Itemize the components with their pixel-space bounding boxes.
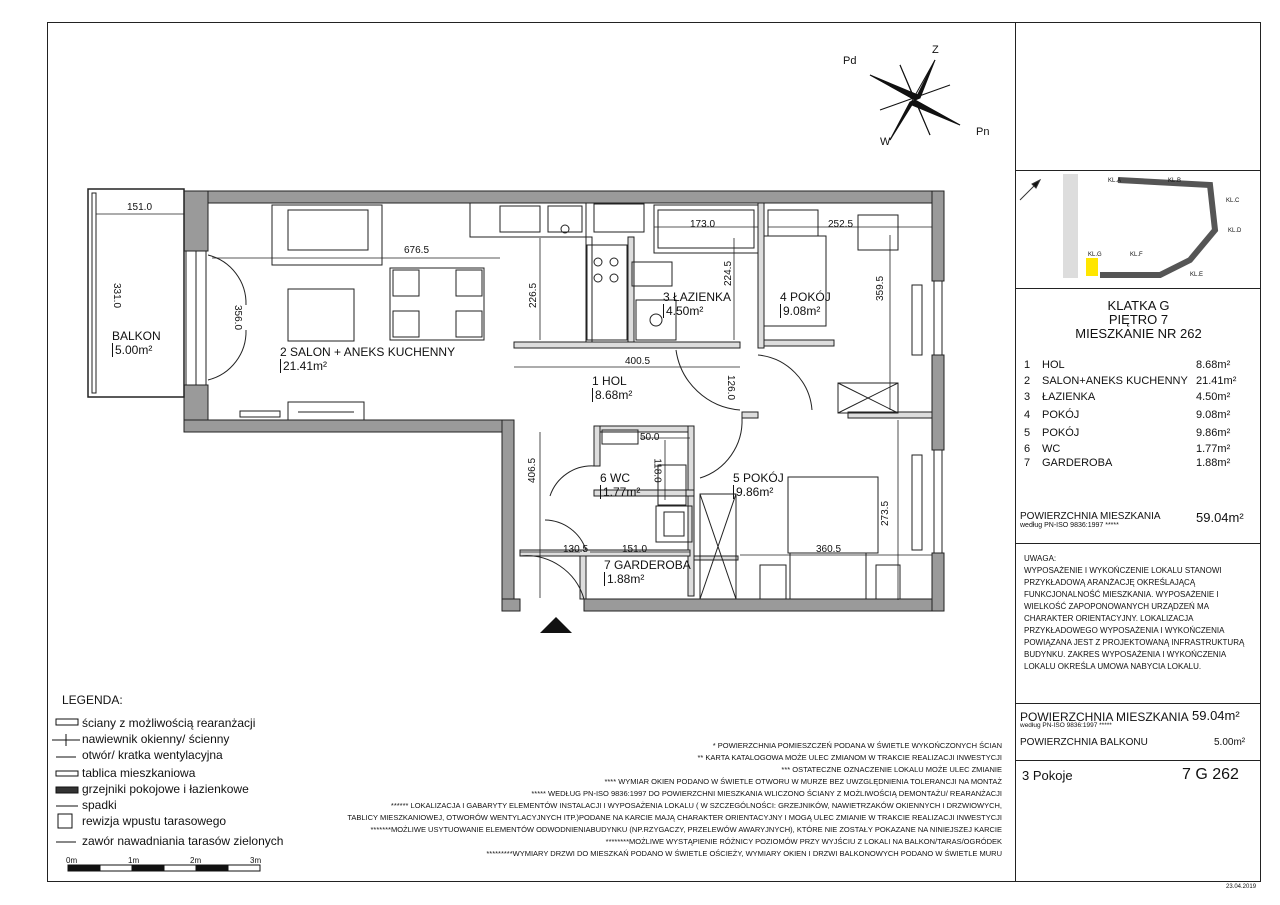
- footnote-6: ****** LOKALIZACJA I GABARYTY ELEMENTÓW INSTALACJI I WYPOSAŻENIA LOKALU ( W SZCZEGÓLNOŚCI: GRZEJNIKÓW, NAWIETRZAKÓW OKIENNYCH I DRZWIOWYCH,: [390, 801, 1002, 810]
- drawing-date: 23.04.2019: [1226, 884, 1257, 890]
- list-num: 4: [1024, 409, 1031, 421]
- dim-pokoj4-width: 252.5: [828, 219, 854, 230]
- summary-value: 59.04m²: [1192, 708, 1240, 723]
- scale-2: 2m: [190, 856, 202, 865]
- dim-balkon-length: 331.0: [111, 282, 123, 309]
- room-label-pokoj-5: 5 POKÓJ 9.86m²: [733, 471, 784, 499]
- dim-kitchen-depth: 226.5: [528, 282, 540, 309]
- legend-item-panel: tablica mieszkaniowa: [82, 766, 196, 780]
- room-label-balkon: BALKON 5.00m²: [112, 329, 161, 357]
- list-name: WC: [1042, 443, 1061, 455]
- legend-item-opening: otwór/ kratka wentylacyjna: [82, 748, 223, 762]
- room-label-garderoba: 7 GARDEROBA 1.88m²: [604, 558, 691, 586]
- sidebar-room-list: [1024, 359, 1254, 479]
- dim-hol-length: 400.5: [625, 356, 651, 367]
- list-area: 1.88m²: [1196, 457, 1231, 469]
- room-label-pokoj-4: 4 POKÓJ 9.08m²: [780, 290, 831, 318]
- legend-item-walls: ściany z możliwością rearanżacji: [82, 716, 256, 730]
- dim-wc-depth: 118.0: [651, 458, 663, 483]
- list-name: POKÓJ: [1042, 427, 1080, 439]
- legend-item-radiator: grzejniki pokojowe i łazienkowe: [82, 782, 249, 796]
- footnote-7: TABLICY MIESZKANIOWEJ, OTWORÓW WENTYLACYJNYCH ITP.)PODANE NA KARCIE MAJĄ CHARAKTER ORIENTACYJNY I MOGĄ ULEC ZMIANIE W TRAKCIE REALIZACJI INWESTYCJI: [347, 813, 1002, 822]
- legend-item-drain: rewizja wpustu tarasowego: [82, 814, 227, 828]
- sidebar-title-3: MIESZKANIE NR 262: [1075, 326, 1202, 341]
- dim-garderoba-a: 130.5: [563, 544, 589, 555]
- legend-item-slope: spadki: [82, 798, 117, 812]
- unit-code: 7 G 262: [1182, 766, 1239, 783]
- room-label-hol: 1 HOL 8.68m²: [592, 374, 633, 402]
- legend-icons: [52, 719, 80, 842]
- note-title: UWAGA:: [1024, 554, 1057, 563]
- dim-hol-depth: 406.5: [527, 457, 539, 484]
- list-area: 4.50m²: [1196, 391, 1231, 403]
- footnote-3: *** OSTATECZNE OZNACZENIE LOKALU MOŻE ULEC ZMIANIE: [781, 765, 1002, 774]
- keyplan-klb: KL.B: [1168, 178, 1182, 184]
- footnote-2: ** KARTA KATALOGOWA MOŻE ULEC ZMIANOM W TRAKCIE REALIZACJI INWESTYCJI: [697, 753, 1002, 762]
- list-area: 21.41m²: [1196, 375, 1237, 387]
- room-label-salon: 2 SALON + ANEKS KUCHENNY 21.41m²: [280, 345, 456, 373]
- summary-sub: według PN-ISO 9836:1997 *****: [1020, 722, 1112, 729]
- scale-bar: [68, 865, 260, 871]
- scale-1: 1m: [128, 856, 140, 865]
- legend-title: LEGENDA:: [62, 693, 123, 707]
- dim-garderoba-b: 151.0: [622, 544, 648, 555]
- list-area: 1.77m²: [1196, 443, 1231, 455]
- list-area: 9.08m²: [1196, 409, 1231, 421]
- list-num: 1: [1024, 359, 1031, 371]
- keyplan-kld: KL.D: [1228, 228, 1242, 234]
- compass-sw-label: W: [880, 136, 891, 148]
- room-label-lazienka: 3 ŁAZIENKA 4.50m²: [663, 290, 732, 318]
- dim-lazienka-depth: 224.5: [723, 260, 735, 287]
- scale-0: 0m: [66, 856, 78, 865]
- list-num: 7: [1024, 457, 1031, 469]
- dim-balkon-width: 151.0: [127, 202, 153, 213]
- sidebar-title-2: PIĘTRO 7: [1108, 312, 1169, 327]
- list-num: 5: [1024, 427, 1031, 439]
- list-area: 8.68m²: [1196, 359, 1231, 371]
- compass-se-label: Pn: [976, 126, 990, 138]
- list-name: HOL: [1042, 359, 1065, 371]
- list-num: 6: [1024, 443, 1031, 455]
- compass-rose: [870, 60, 960, 140]
- list-num: 3: [1024, 391, 1031, 403]
- room-label-wc: 6 WC 1.77m²: [600, 471, 641, 499]
- footnote-9: ********MOŻLIWE WYSTĄPIENIE RÓŻNICY POZIOMÓW PRZY WYJŚCIU Z LOKALI NA BALKON/TARAS/OGRÓDEK: [605, 837, 1002, 846]
- footnote-8: *******MOŻLIWE USYTUOWANIE ELEMENTÓW ODWODNIENIABUDYNKU (NP.RZYGACZY, PRZELEWÓW AWARYJNYCH), KTÓRE NIE ZOSTAŁY POKAZANE NA NINIEJSZEJ KARCIE: [370, 825, 1002, 834]
- total-value: 59.04m²: [1196, 510, 1244, 525]
- footnote-1: * POWIERZCHNIA POMIESZCZEŃ PODANA W ŚWIETLE WYKOŃCZONYCH ŚCIAN: [712, 741, 1002, 750]
- dim-salon-length: 676.5: [404, 245, 430, 256]
- keyplan-klf: KL.F: [1130, 252, 1143, 258]
- keyplan-kla: KL.A: [1108, 178, 1122, 184]
- sidebar-title-1: KLATKA G: [1107, 298, 1170, 313]
- footnote-10: *********WYMIARY DRZWI DO MIESZKAŃ PODANO W ŚWIETLE OŚCIEŻY, WYMIARY OKIEN I DRZWI BALKONOWYCH PODANO W ŚWIETLE MURU: [486, 849, 1002, 858]
- list-name: GARDEROBA: [1042, 457, 1113, 469]
- entrance-marker: [540, 617, 572, 633]
- dim-hol-passage: 126.0: [725, 374, 737, 401]
- list-name: ŁAZIENKA: [1042, 391, 1096, 403]
- list-name: SALON+ANEKS KUCHENNY: [1042, 375, 1188, 387]
- legend-item-vent: nawiewnik okienny/ ścienny: [82, 732, 230, 746]
- furniture: [240, 203, 900, 599]
- list-num: 2: [1024, 375, 1031, 387]
- scale-3: 3m: [250, 856, 262, 865]
- balcony: [88, 189, 184, 397]
- footnote-4: **** WYMIAR OKIEN PODANO W ŚWIETLE OTWORU W MURZE BEZ UWZGLĘDNIENIA TOLERANCJI NA MONTAŻ: [604, 777, 1002, 786]
- keyplan-klc: KL.C: [1226, 198, 1240, 204]
- dim-pokoj5-depth: 273.5: [880, 500, 892, 527]
- list-name: POKÓJ: [1042, 409, 1080, 421]
- rooms-count: 3 Pokoje: [1022, 768, 1073, 783]
- list-area: 9.86m²: [1196, 427, 1231, 439]
- compass-nw-label: Pd: [843, 55, 857, 67]
- note-box: [1024, 553, 1254, 673]
- balcony-value: 5.00m²: [1214, 737, 1246, 748]
- dim-wc-width: 50.0: [640, 432, 660, 443]
- footnote-5: ***** WEDŁUG PN-ISO 9836:1997 DO POWIERZCHNI MIESZKANIA WLICZONO ŚCIANY Z MOŻLIWOŚCIĄ DEMONTAŻU/ REARANŻACJI: [531, 789, 1002, 798]
- dim-salon-depth: 356.0: [232, 304, 244, 331]
- keyplan: [1020, 174, 1215, 278]
- dim-lazienka-width: 173.0: [690, 219, 716, 230]
- balcony-label: POWIERZCHNIA BALKONU: [1020, 737, 1148, 748]
- dim-pokoj4-depth: 359.5: [875, 275, 887, 302]
- keyplan-klg: KL.G: [1088, 252, 1102, 258]
- keyplan-kle: KL.E: [1190, 272, 1204, 278]
- legend-item-valve: zawór nawadniania tarasów zielonych: [82, 834, 284, 848]
- note-text: WYPOSAŻENIE I WYKOŃCZENIE LOKALU STANOWI PRZYKŁADOWĄ ARANŻACJĘ OKREŚLAJĄCĄ FUNKCJONALNOŚĆ MIESZKANIA. WYPOSAŻENIE I WIELKOŚĆ ZAPOPONOWANYCH URZĄDZEŃ MA CHARAKTER ORIENTACYJNY. LOKALIZACJA PRZYKŁADOWEGO WYPOSAŻENIA I WYKOŃCZENIA POWIĄZANA JEST Z PROJEKTOWANĄ INFRASTRUKTURĄ BUDYNKU. ZAKRES WYPOSAŻENIA I WYKOŃCZENIA LOKALU OKREŚLA UMOWA NABYCIA LOKALU.: [1024, 566, 1245, 671]
- total-sub: według PN-ISO 9836:1997 *****: [1020, 522, 1119, 529]
- total-label: POWIERZCHNIA MIESZKANIA: [1020, 511, 1161, 522]
- compass-north-label: Z: [932, 44, 939, 56]
- dim-pokoj5-width: 360.5: [816, 544, 842, 555]
- summary-label: POWIERZCHNIA MIESZKANIA: [1020, 710, 1189, 724]
